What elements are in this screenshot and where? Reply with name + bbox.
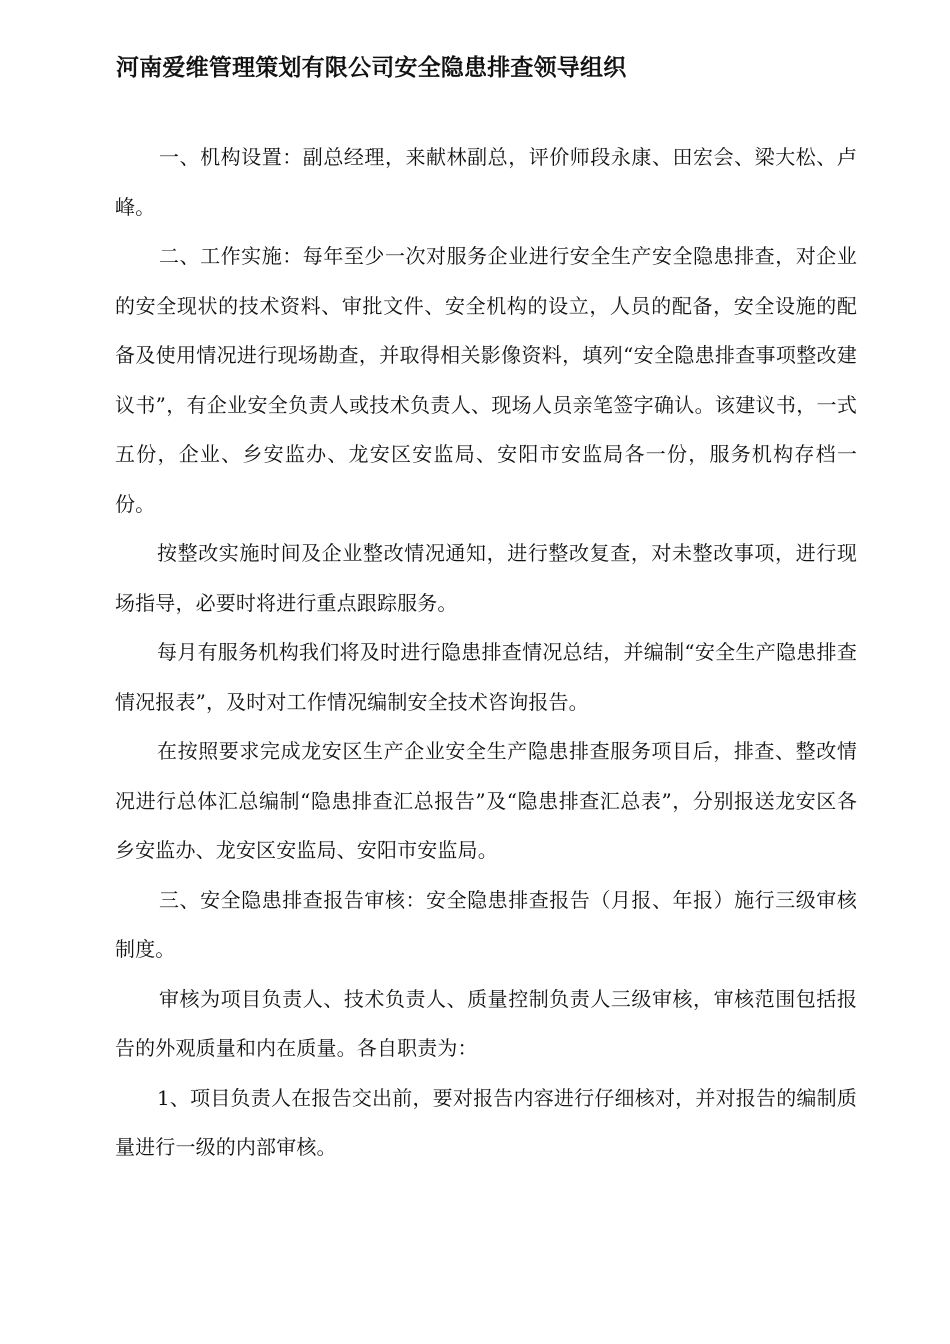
paragraph-organization: 一、机构设置：副总经理，来献林副总，评价师段永康、田宏会、梁大松、卢峰。 xyxy=(115,145,857,219)
paragraph-implementation: 二、工作实施：每年至少一次对服务企业进行安全生产安全隐患排查，对企业的安全现状的技术资料、审批文件、安全机构的设立，人员的配备，安全设施的配备及使用情况进行现场勘查，并取得相关影像资料，填列“安全隐患排查事项整改建议书”，有企业安全负责人或技术负责人、现场人员亲笔签字确认。该建议书，一式五份，企业、乡安监办、龙安区安监局、安阳市安监局各一份，服务机构存档一份。 xyxy=(115,244,857,516)
paragraph-project-lead-review: 1、项目负责人在报告交出前，要对报告内容进行仔细核对，并对报告的编制质量进行一级的内部审核。 xyxy=(115,1085,857,1159)
document-body xyxy=(115,133,857,1173)
paragraph-monthly-summary: 每月有服务机构我们将及时进行隐患排查情况总结，并编制“安全生产隐患排查情况报表”，及时对工作情况编制安全技术咨询报告。 xyxy=(115,640,857,714)
paragraph-review-levels: 审核为项目负责人、技术负责人、质量控制负责人三级审核，审核范围包括报告的外观质量和内在质量。各自职责为： xyxy=(115,986,857,1060)
document-title: 河南爱维管理策划有限公司安全隐患排查领导组织 xyxy=(116,55,627,81)
paragraph-final-report: 在按照要求完成龙安区生产企业安全生产隐患排查服务项目后，排查、整改情况进行总体汇总编制“隐患排查汇总报告”及“隐患排查汇总表”，分别报送龙安区各乡安监办、龙安区安监局、安阳市安监局。 xyxy=(115,739,857,862)
paragraph-report-review: 三、安全隐患排查报告审核：安全隐患排查报告（月报、年报）施行三级审核制度。 xyxy=(115,887,857,961)
paragraph-rectification-review: 按整改实施时间及企业整改情况通知，进行整改复查，对未整改事项，进行现场指导，必要时将进行重点跟踪服务。 xyxy=(115,541,857,615)
